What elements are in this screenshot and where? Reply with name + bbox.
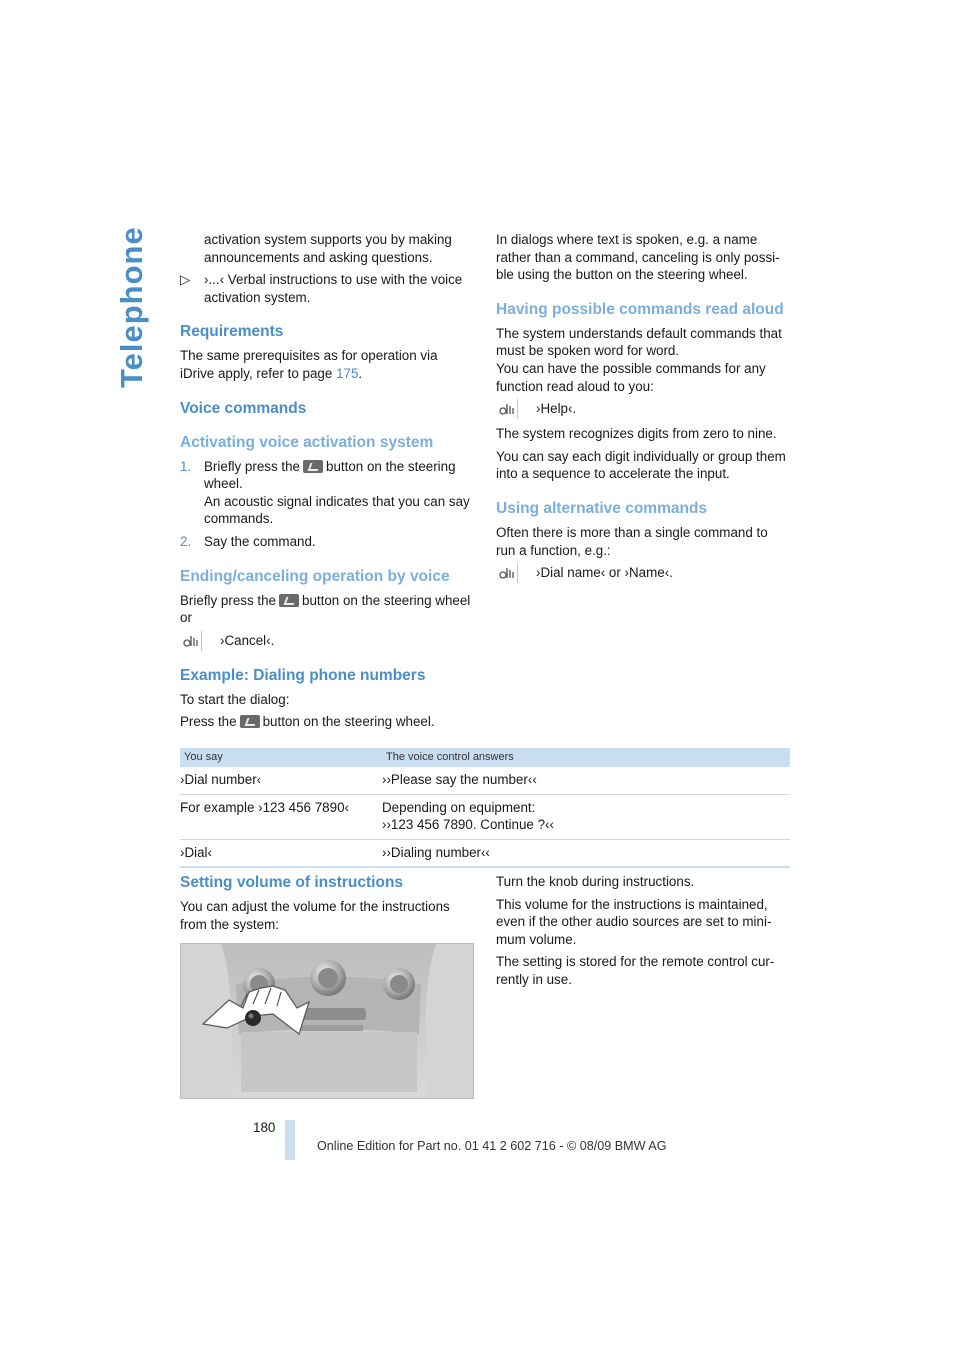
voice-button-icon <box>240 715 260 728</box>
bullet-text: ›...‹ Verbal instructions to use with the voice activation system. <box>204 272 463 305</box>
intro-continued: activation system supports you by making announcements and asking questions. <box>204 232 452 265</box>
footer-accent-bar <box>285 1120 295 1160</box>
bullet-item <box>180 271 474 306</box>
volume-text-3: The setting is stored for the remote control cur-rently in use. <box>496 954 775 987</box>
table-row <box>180 767 790 794</box>
alternative-text: Often there is more than a single command to run a function, e.g.: <box>496 524 768 558</box>
cancel-command: ›Cancel‹. <box>220 632 275 648</box>
table-cell-answer: ››Dialing number‹‹ <box>382 839 790 867</box>
table-cell-say: ›Dial‹ <box>180 839 382 867</box>
read-aloud-text-1: The system understands default commands that must be spoken word for word. <box>496 325 782 359</box>
voice-button-icon <box>279 594 299 607</box>
speech-icon <box>496 399 518 419</box>
digits-text: The system recognizes digits from zero to nine. <box>496 426 777 442</box>
bullet-triangle: ▷ <box>180 272 191 288</box>
activating-heading: Activating voice activation system <box>180 433 434 451</box>
page-number: 180 <box>253 1120 276 1135</box>
volume-section-left <box>180 873 474 933</box>
help-command: ›Help‹. <box>536 401 577 417</box>
voice-command-dial-name <box>496 562 790 584</box>
table-header-answers: The voice control answers <box>382 748 790 767</box>
ending-text: Briefly press the button on the steering wheel or <box>180 592 471 626</box>
read-aloud-text-2: You can have the possible commands for any function read aloud to you: <box>496 360 766 394</box>
voice-commands-heading: Voice commands <box>180 399 307 417</box>
requirements-text: The same prerequisites as for operation via iDrive apply, refer to page 175. <box>180 348 438 381</box>
dashboard-illustration <box>181 944 474 1099</box>
dial-name-command: ›Dial name‹ or ›Name‹. <box>536 565 673 581</box>
right-column-top <box>496 231 790 584</box>
speech-icon <box>496 563 518 583</box>
volume-text-2: This volume for the instructions is maintained, even if the other audio sources are set to mini-mum volume. <box>496 896 772 947</box>
table-header-row <box>180 748 790 767</box>
volume-text: You can adjust the volume for the instructions from the system: <box>180 899 450 932</box>
left-column-top <box>180 231 474 731</box>
volume-section-right <box>496 873 790 989</box>
table-cell-answer: ››Please say the number‹‹ <box>382 767 790 794</box>
page-link-175[interactable]: 175 <box>336 365 359 381</box>
step-1-number: 1. <box>180 458 192 474</box>
ending-heading: Ending/canceling operation by voice <box>180 567 450 585</box>
voice-command-help <box>496 398 790 420</box>
table-header-you-say: You say <box>180 748 382 767</box>
step-2-text: Say the command. <box>204 533 316 549</box>
voice-dialog-table <box>180 748 790 868</box>
alternative-heading: Using alternative commands <box>496 499 708 517</box>
edition-footer: Online Edition for Part no. 01 41 2 602 716 - © 08/09 BMW AG <box>317 1139 667 1153</box>
table-cell-say: For example ›123 456 7890‹ <box>180 794 382 839</box>
speech-icon <box>180 631 202 651</box>
step-1-note: An acoustic signal indicates that you can say commands. <box>204 493 470 527</box>
step-1: 1. Briefly press the button on the steering wheel. An acoustic signal indicates that you can say commands. <box>180 458 470 527</box>
voice-button-icon <box>303 460 323 473</box>
read-aloud-heading: Having possible commands read aloud <box>496 300 784 318</box>
volume-text-1: Turn the knob during instructions. <box>496 874 695 889</box>
step-2-number: 2. <box>180 533 192 549</box>
example-heading: Example: Dialing phone numbers <box>180 666 426 684</box>
example-line-2: Press the button on the steering wheel. <box>180 714 435 730</box>
requirements-heading: Requirements <box>180 323 284 341</box>
sequence-text: You can say each digit individually or group them into a sequence to accelerate the input. <box>496 448 786 482</box>
volume-heading: Setting volume of instructions <box>180 874 404 891</box>
dialog-text: In dialogs where text is spoken, e.g. a name rather than a command, canceling is only possi-ble using the button on the steering wheel. <box>496 232 780 283</box>
volume-knob-photo <box>180 943 474 1099</box>
table-cell-answer: Depending on equipment: ››123 456 7890. Continue ?‹‹ <box>382 794 790 839</box>
example-line-1: To start the dialog: <box>180 691 290 707</box>
chapter-side-title: Telephone <box>114 226 149 388</box>
step-2 <box>180 533 474 551</box>
table-cell-say: ›Dial number‹ <box>180 767 382 794</box>
table-row <box>180 839 790 867</box>
voice-command-cancel <box>180 630 474 652</box>
table-row <box>180 794 790 839</box>
